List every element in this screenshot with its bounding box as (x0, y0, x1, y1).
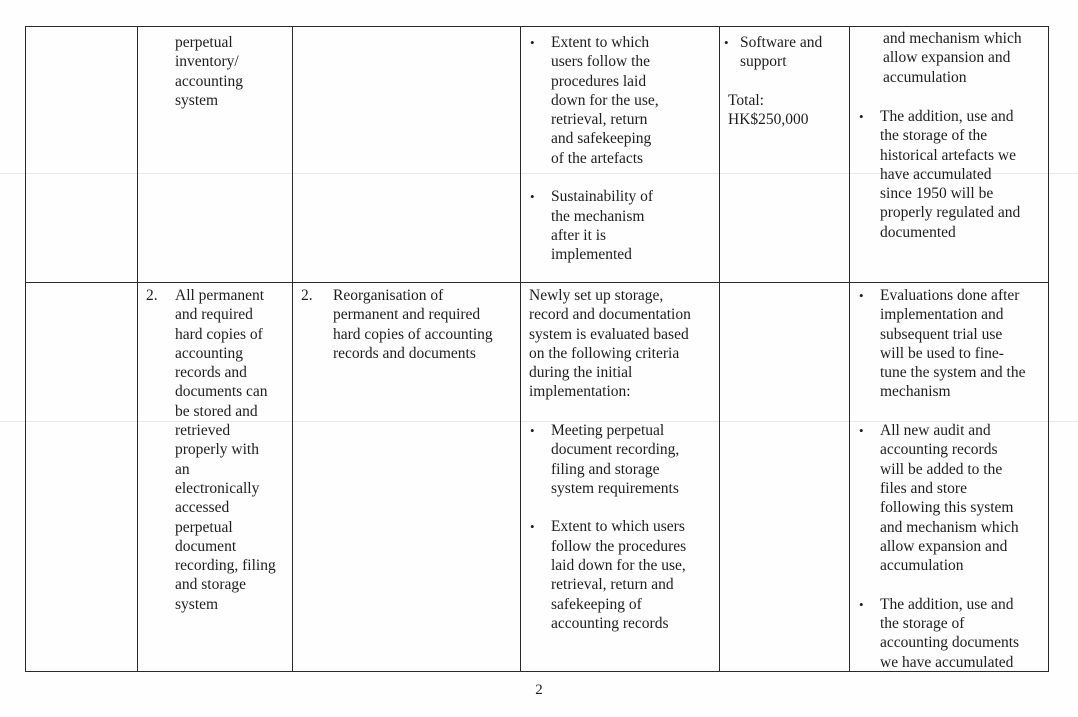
outcome-list (850, 107, 1020, 242)
table-row (26, 27, 1049, 283)
objective-cell (138, 283, 293, 672)
evaluation-table (25, 26, 1049, 672)
page-number: 2 (535, 682, 543, 698)
activity-text: Reorganisation of permanent and required hard copies of accounting records and documents (333, 287, 493, 362)
criteria-list (521, 421, 686, 633)
activity-cell (293, 283, 521, 672)
criteria-list (521, 33, 659, 265)
list-item: • Evaluations done after implementation and subsequent trial use will be used to fine- tune the system and the mechanism (850, 286, 1026, 402)
activity-number: 2. (301, 287, 313, 304)
list-item: • Extent to which users follow the procedures laid down for the use, retrieval, return and safekeeping of the artefacts (521, 33, 659, 168)
budget-total: Total: HK$250,000 (728, 92, 809, 129)
objective-text: perpetual inventory/ accounting system (175, 34, 244, 109)
objective-text: All permanent and required hard copies of accounting records and documents can be stored and retrieved properly with an electronically accessed perpetual document recording, filing and storage system (175, 287, 276, 613)
outcome-cell (850, 27, 1049, 283)
budget-cell (720, 283, 850, 672)
activity-cell (293, 27, 521, 283)
list-item: • Meeting perpetual document recording, filing and storage system requirements (521, 421, 686, 498)
list-item: • All new audit and accounting records will be added to the files and store following this system and mechanism which allow expansion and accumulation (850, 421, 1026, 575)
list-item: • Sustainability of the mechanism after it is implemented (521, 187, 659, 264)
outcome-text: and mechanism which allow expansion and accumulation (883, 30, 1022, 86)
budget-list (720, 33, 822, 72)
criteria-cell (521, 283, 720, 672)
table-row (26, 283, 1049, 672)
list-item: • The addition, use and the storage of accounting documents we have accumulated (850, 595, 1026, 672)
objective-number: 2. (146, 287, 158, 304)
objective-cell (138, 27, 293, 283)
list-item: • Extent to which users follow the procedures laid down for the use, retrieval, return and safekeeping of accounting records (521, 517, 686, 633)
row-label-cell (26, 283, 138, 672)
list-item: • Software and support (720, 33, 822, 72)
criteria-cell (521, 27, 720, 283)
outcome-cell (850, 283, 1049, 672)
budget-cell (720, 27, 850, 283)
list-item: • The addition, use and the storage of the historical artefacts we have accumulated since 1950 will be properly regulated and documented (850, 107, 1020, 242)
outcome-list (850, 286, 1026, 672)
criteria-intro: Newly set up storage, record and documentation system is evaluated based on the following criteria during the initial implementation: (529, 287, 691, 401)
row-label-cell (26, 27, 138, 283)
